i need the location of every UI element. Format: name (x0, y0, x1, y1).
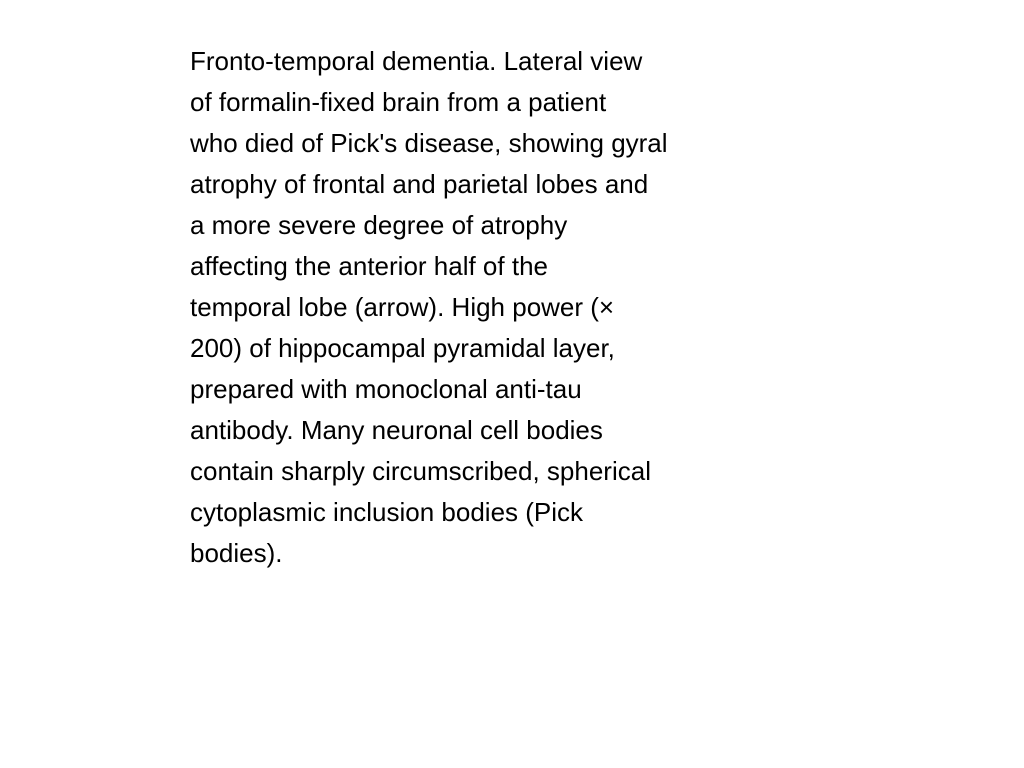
caption-line: prepared with monoclonal anti-tau (190, 374, 582, 404)
caption-line: cytoplasmic inclusion bodies (Pick (190, 497, 584, 527)
caption-line: 200) of hippocampal pyramidal layer, (190, 333, 615, 363)
caption-line: who died of Pick's disease, showing gyral (190, 128, 668, 158)
caption-text (190, 41, 770, 574)
caption-line: antibody. Many neuronal cell bodies (190, 415, 603, 445)
caption-line: contain sharply circumscribed, spherical (190, 456, 651, 486)
caption-line: bodies). (190, 538, 283, 568)
caption-line: affecting the anterior half of the (190, 251, 548, 281)
caption-line: temporal lobe (arrow). High power (× (190, 292, 615, 322)
caption-line: Fronto-temporal dementia. Lateral view (190, 46, 643, 76)
caption-line: atrophy of frontal and parietal lobes and (190, 169, 649, 199)
caption-line: a more severe degree of atrophy (190, 210, 568, 240)
caption-line: of formalin-fixed brain from a patient (190, 87, 607, 117)
